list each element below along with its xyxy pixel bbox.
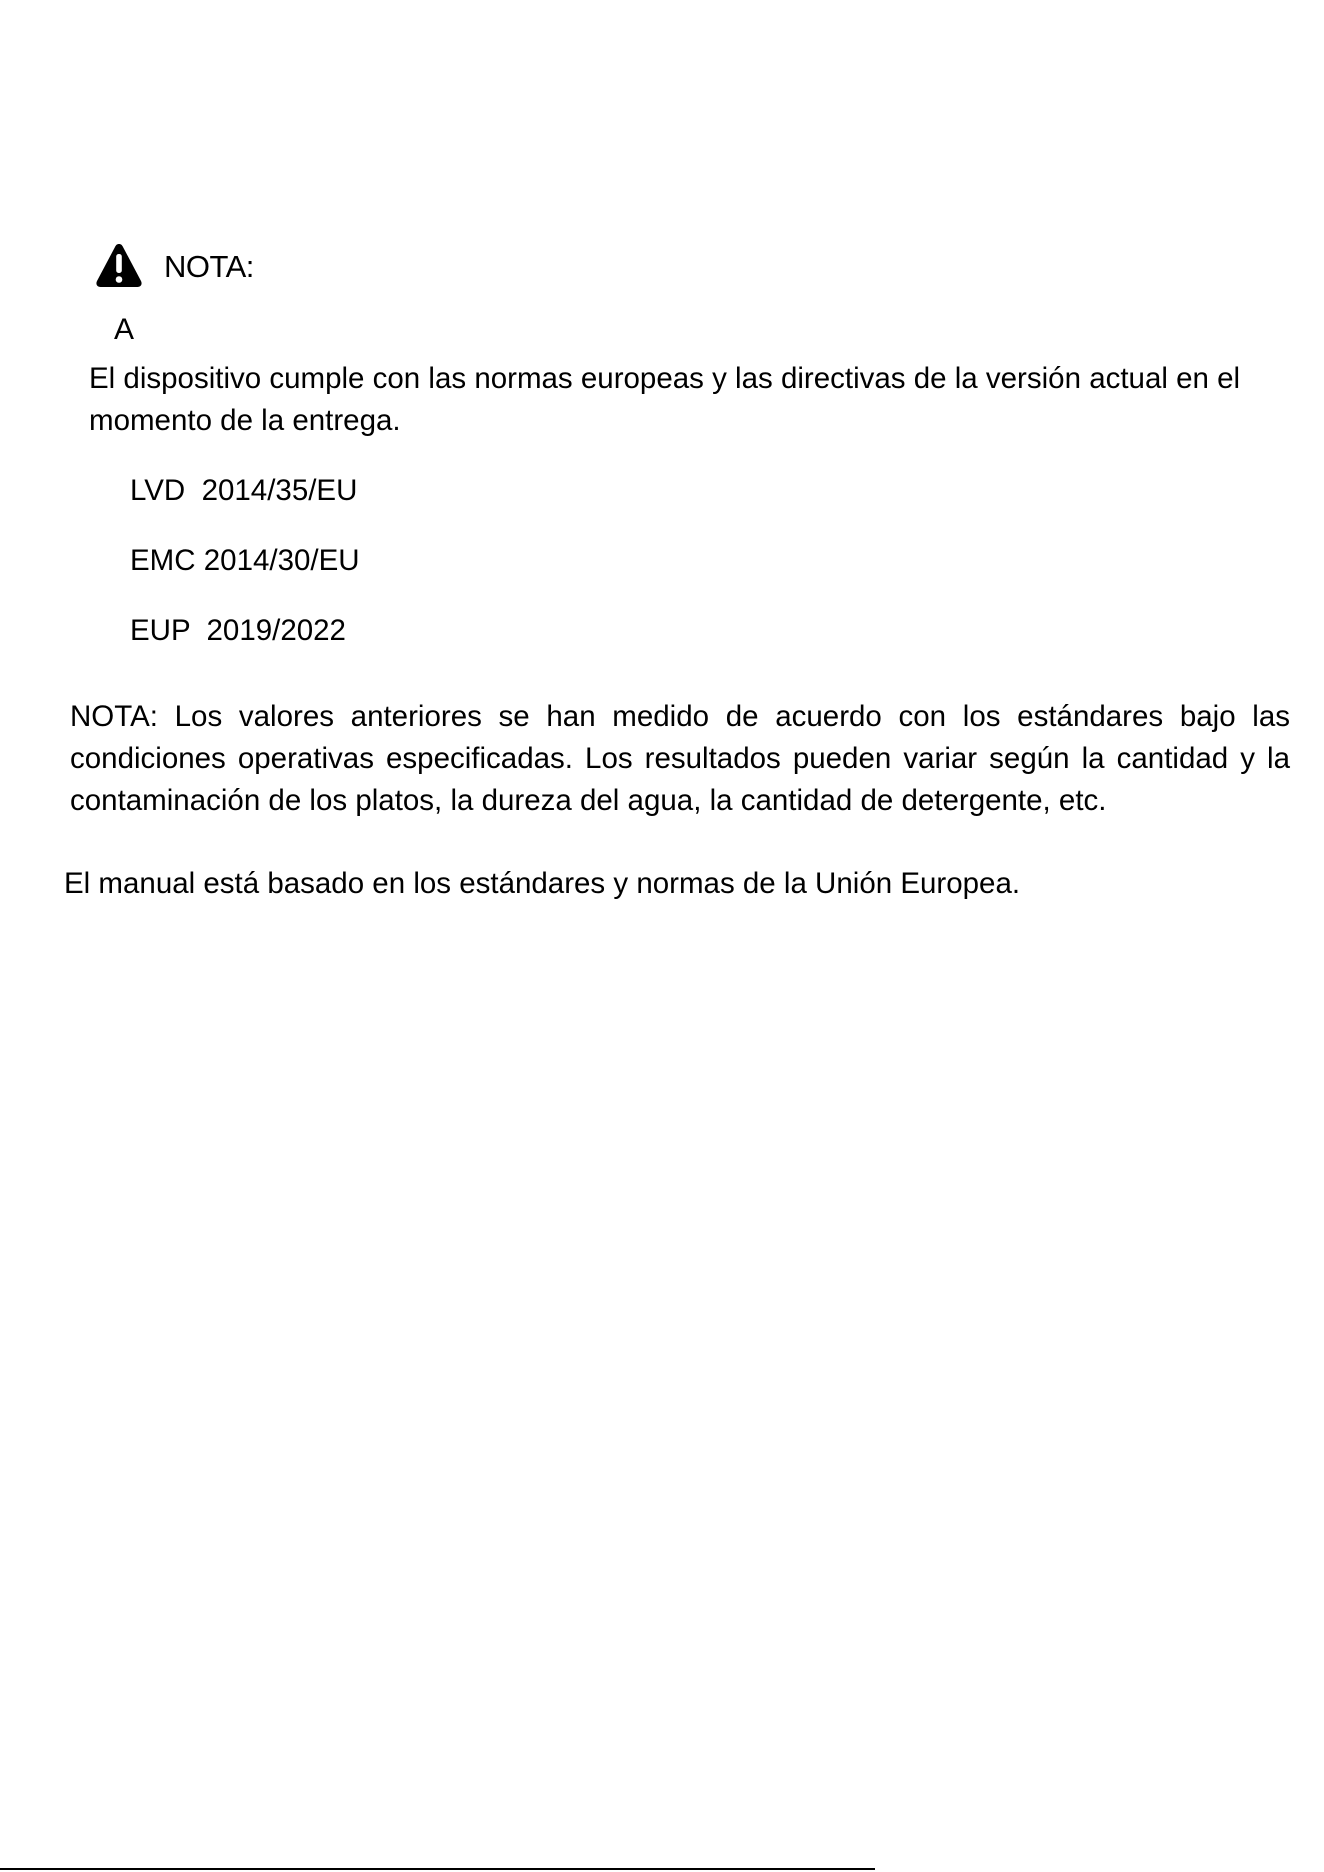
directive-eup: EUP 2019/2022 bbox=[130, 614, 346, 647]
stray-letter: A bbox=[114, 313, 135, 346]
bottom-divider bbox=[0, 1868, 875, 1870]
note-title: NOTA: bbox=[164, 248, 254, 284]
directive-emc: EMC 2014/30/EU bbox=[130, 544, 360, 577]
compliance-paragraph: El dispositivo cumple con las normas europeas y las directivas de la versión actual en el momento de la entrega. bbox=[89, 362, 1241, 437]
measurement-note-paragraph: NOTA: Los valores anteriores se han medido de acuerdo con los estándares bajo las condiciones operativas especificadas. Los resultados pueden variar según la cantidad y la contaminación de los platos, la dureza del agua, la cantidad de detergente, etc. bbox=[70, 700, 1290, 817]
manual-basis-paragraph: El manual está basado en los estándares y normas de la Unión Europea. bbox=[64, 867, 1021, 900]
note-header bbox=[94, 240, 254, 292]
directive-lvd: LVD 2014/35/EU bbox=[130, 474, 358, 507]
warning-triangle-icon bbox=[94, 241, 144, 291]
